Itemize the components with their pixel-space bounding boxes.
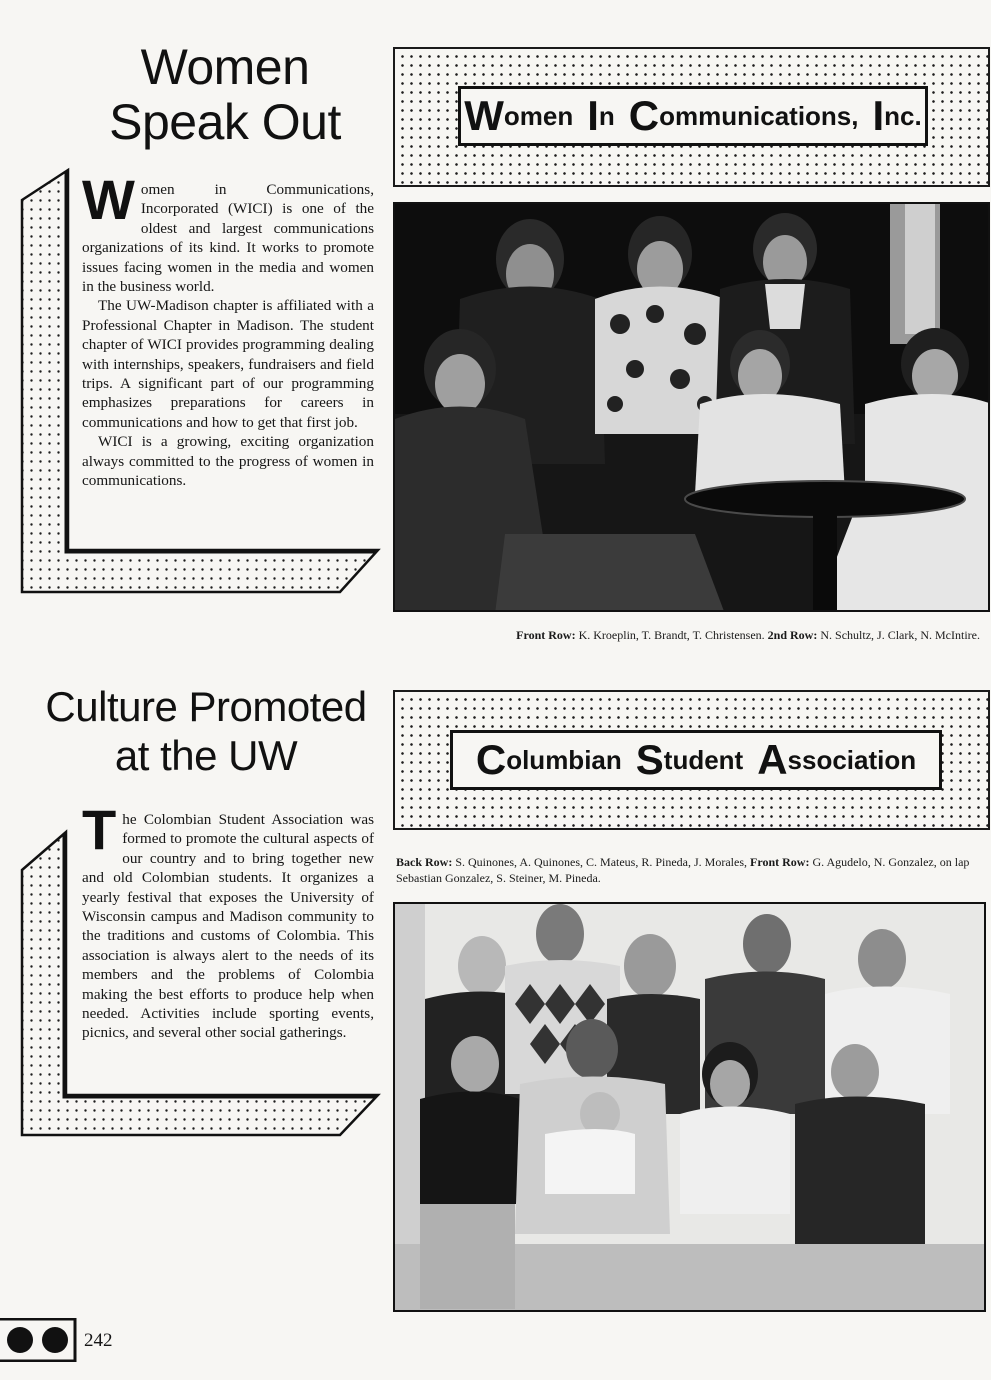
- dropcap-w: W: [82, 168, 135, 231]
- csa-title-box: C olumbian S tudent A ssociation: [450, 730, 942, 790]
- headline-culture-promoted: Culture Promoted at the UW: [45, 683, 367, 779]
- wici-group-photo: [393, 202, 990, 612]
- page-tab-dots: [0, 1318, 78, 1362]
- wici-article-text: Women in Communications, Incorporated (WICI) is one of the oldest and largest communications organizations of its kind. It works to promote issues facing women in the media and women in the business world. The UW-Madison chapter is affiliated with a Professional Chapter in Madison. The student chapter of WICI provides programming dealing with internships, speakers, fundraisers and field trips. A significant part of our programming emphasizes preparations for careers in communications and how to get that first job. WICI is a growing, exciting organization always committed to the progress of women in communications.: [82, 168, 374, 490]
- page-number: 242: [84, 1330, 113, 1351]
- wici-photo-caption: Front Row: K. Kroeplin, T. Brandt, T. Christensen. 2nd Row: N. Schultz, J. Clark, N. McIntire.: [516, 628, 980, 642]
- csa-group-photo: [393, 902, 986, 1312]
- csa-photo-illustration: [395, 904, 986, 1312]
- wici-title-banner: [393, 47, 990, 187]
- headline-women-speak-out: Women Speak Out: [109, 39, 341, 150]
- dropcap-t: T: [82, 798, 117, 861]
- csa-article-text: The Colombian Student Association was formed to promote the cultural aspects of our country and to bring together new and old Colombian students. It organizes a yearly festival that exposes the University of Wisconsin campus and Madison community to the traditions and customs of Colombia. This association is always alert to the needs of its members and the problems of Colombia making the best efforts to produce help when needed. Activities include sporting events, picnics, and several other social gatherings.: [82, 798, 374, 1042]
- wici-photo-illustration: [395, 204, 990, 612]
- csa-photo-caption: Back Row: S. Quinones, A. Quinones, C. Mateus, R. Pineda, J. Morales, Front Row: G. Agudelo, N. Gonzalez, on lap Sebastian Gonzalez, S. Steiner, M. Pineda.: [396, 855, 970, 885]
- csa-title-banner: [393, 690, 990, 830]
- wici-title-box: W omen I n C ommunications, I nc.: [458, 86, 928, 146]
